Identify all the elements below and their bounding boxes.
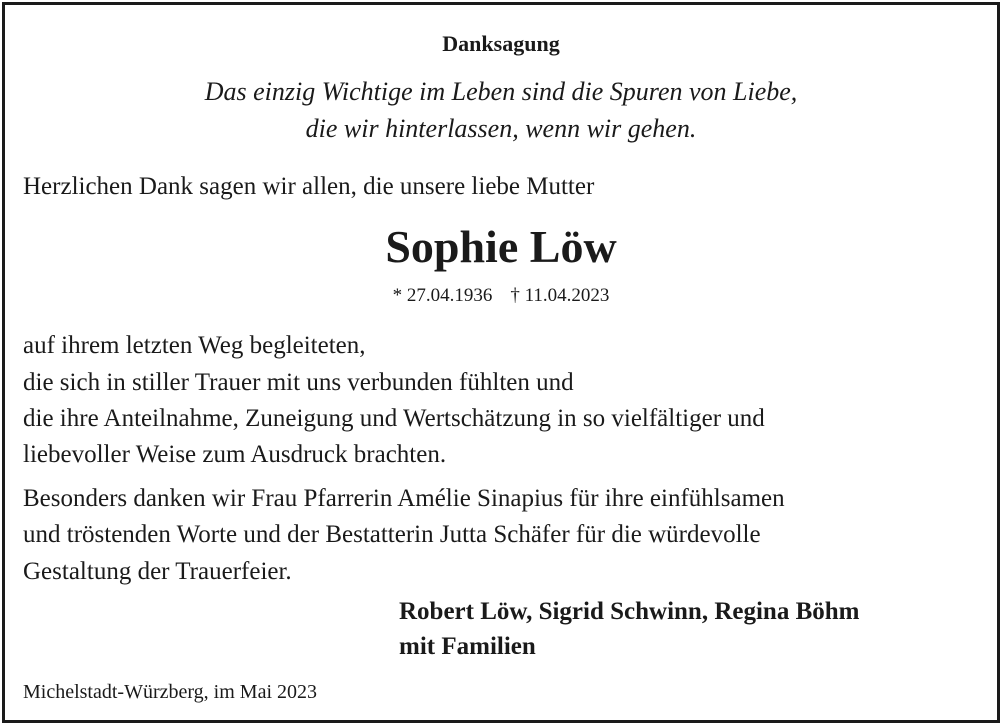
intro-text: Herzlichen Dank sagen wir allen, die unsere liebe Mutter xyxy=(23,173,595,200)
paragraph2-line: Gestaltung der Trauerfeier. xyxy=(23,558,292,585)
quote-line-1: Das einzig Wichtige im Leben sind die Spuren von Liebe, xyxy=(204,77,798,106)
paragraph1-line: auf ihrem letzten Weg begleiteten, xyxy=(23,332,366,359)
birth-date: * 27.04.1936 xyxy=(392,285,493,306)
notice-frame xyxy=(2,2,1000,723)
death-date: † 11.04.2023 xyxy=(510,285,610,306)
paragraph1-line: die sich in stiller Trauer mit uns verbunden fühlten und xyxy=(23,369,574,396)
deceased-name: Sophie Löw xyxy=(385,221,617,272)
life-dates xyxy=(5,285,997,307)
paragraph1-line: die ihre Anteilnahme, Zuneigung und Wertschätzung in so vielfältiger und xyxy=(23,405,765,432)
quote-line-2: die wir hinterlassen, wenn wir gehen. xyxy=(305,114,697,143)
paragraph1-line: liebevoller Weise zum Ausdruck brachten. xyxy=(23,441,447,468)
place-and-date: Michelstadt-Würzberg, im Mai 2023 xyxy=(23,681,318,703)
paragraph2-line: und tröstenden Worte und der Bestatterin Jutta Schäfer für die würdevolle xyxy=(23,521,761,548)
notice-heading: Danksagung xyxy=(442,31,560,56)
signature-families: mit Familien xyxy=(399,633,536,660)
paragraph2-line: Besonders danken wir Frau Pfarrerin Amélie Sinapius für ihre einfühlsamen xyxy=(23,485,785,512)
signature-names: Robert Löw, Sigrid Schwinn, Regina Böhm xyxy=(399,598,860,625)
